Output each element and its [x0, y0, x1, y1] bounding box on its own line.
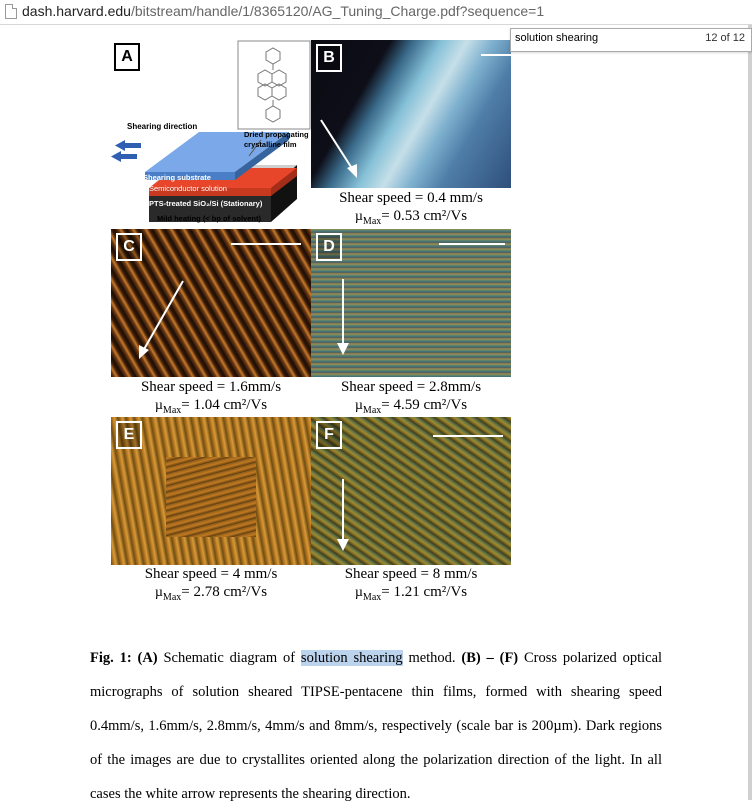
caption-mobility-c: µ$_{Max}$= 1.04 cm²/Vs	[154, 397, 268, 416]
grain-region	[166, 457, 256, 537]
caption-speed-e: Shear speed = 4 mm/s	[144, 566, 278, 582]
figure-caption-line-2: micrographs of solution sheared TIPSE-pentacene thin films, formed with shearing speed	[90, 684, 662, 700]
panel-f-micrograph	[311, 417, 511, 565]
caption-speed-c: Shear speed = 1.6mm/s	[140, 379, 282, 395]
scale-bar	[481, 54, 511, 56]
page-icon	[5, 4, 17, 19]
label-semiconductor-solution: Semiconductor solution	[149, 184, 227, 193]
search-highlight: solution shearing	[300, 650, 403, 666]
scrollbar[interactable]	[748, 25, 752, 800]
panel-c-micrograph	[111, 229, 311, 377]
url-text[interactable]: dash.harvard.edu/bitstream/handle/1/8365120/AG_Tuning_Charge.pdf?sequence=1	[22, 3, 545, 19]
panel-label-b: B	[316, 44, 342, 72]
label-shearing-direction: Shearing direction	[127, 122, 198, 131]
caption-mobility-f: µ$_{Max}$= 1.21 cm²/Vs	[354, 584, 468, 603]
caption-speed-b: Shear speed = 0.4 mm/s	[339, 190, 483, 206]
caption-mobility-b: µ$_{Max}$= 0.53 cm²/Vs	[354, 208, 468, 227]
caption-mobility-d: µ$_{Max}$= 4.59 cm²/Vs	[354, 397, 468, 416]
panel-label-f: F	[316, 421, 342, 449]
caption-speed-d: Shear speed = 2.8mm/s	[340, 379, 482, 395]
scale-bar	[433, 435, 503, 437]
find-match-count: 12 of 12	[705, 32, 745, 44]
figure-caption-line-5: cases the white arrow represents the shearing direction.	[90, 786, 411, 802]
panel-b-micrograph	[311, 40, 511, 188]
scale-bar	[439, 243, 505, 245]
find-input[interactable]: solution shearing	[515, 32, 599, 44]
panel-label-a: A	[114, 43, 140, 71]
scale-bar	[231, 243, 301, 245]
figure-caption-line-4: of the images are due to crystallites oriented along the polarization direction of the light. In all	[90, 752, 662, 768]
caption-speed-f: Shear speed = 8 mm/s	[344, 566, 478, 582]
address-bar[interactable]	[0, 0, 752, 25]
label-dried-film-1: Dried propagating	[244, 130, 309, 139]
panel-label-c: C	[116, 233, 142, 261]
find-bar[interactable]	[510, 28, 752, 52]
caption-mobility-e: µ$_{Max}$= 2.78 cm²/Vs	[154, 584, 268, 603]
panel-label-e: E	[116, 421, 142, 449]
label-mild-heating: Mild heating (< bp of solvent)	[157, 214, 261, 223]
panel-d-micrograph	[311, 229, 511, 377]
figure-caption-line-1: Fig. 1: (A) Schematic diagram of solution shearing method. (B) – (F) Cross polarized optical	[90, 650, 663, 666]
panel-e-micrograph	[111, 417, 311, 565]
label-shearing-substrate: Shearing substrate	[143, 173, 211, 182]
label-dried-film-2: crystalline film	[244, 140, 297, 149]
panel-a	[111, 40, 311, 228]
panel-label-d: D	[316, 233, 342, 261]
figure-caption-line-3: 0.4mm/s, 1.6mm/s, 2.8mm/s, 4mm/s and 8mm/s, respectively (scale bar is 200µm). Dark regions	[90, 718, 662, 734]
label-pts-treated: PTS-treated SiO₂/Si (Stationary)	[149, 199, 263, 208]
